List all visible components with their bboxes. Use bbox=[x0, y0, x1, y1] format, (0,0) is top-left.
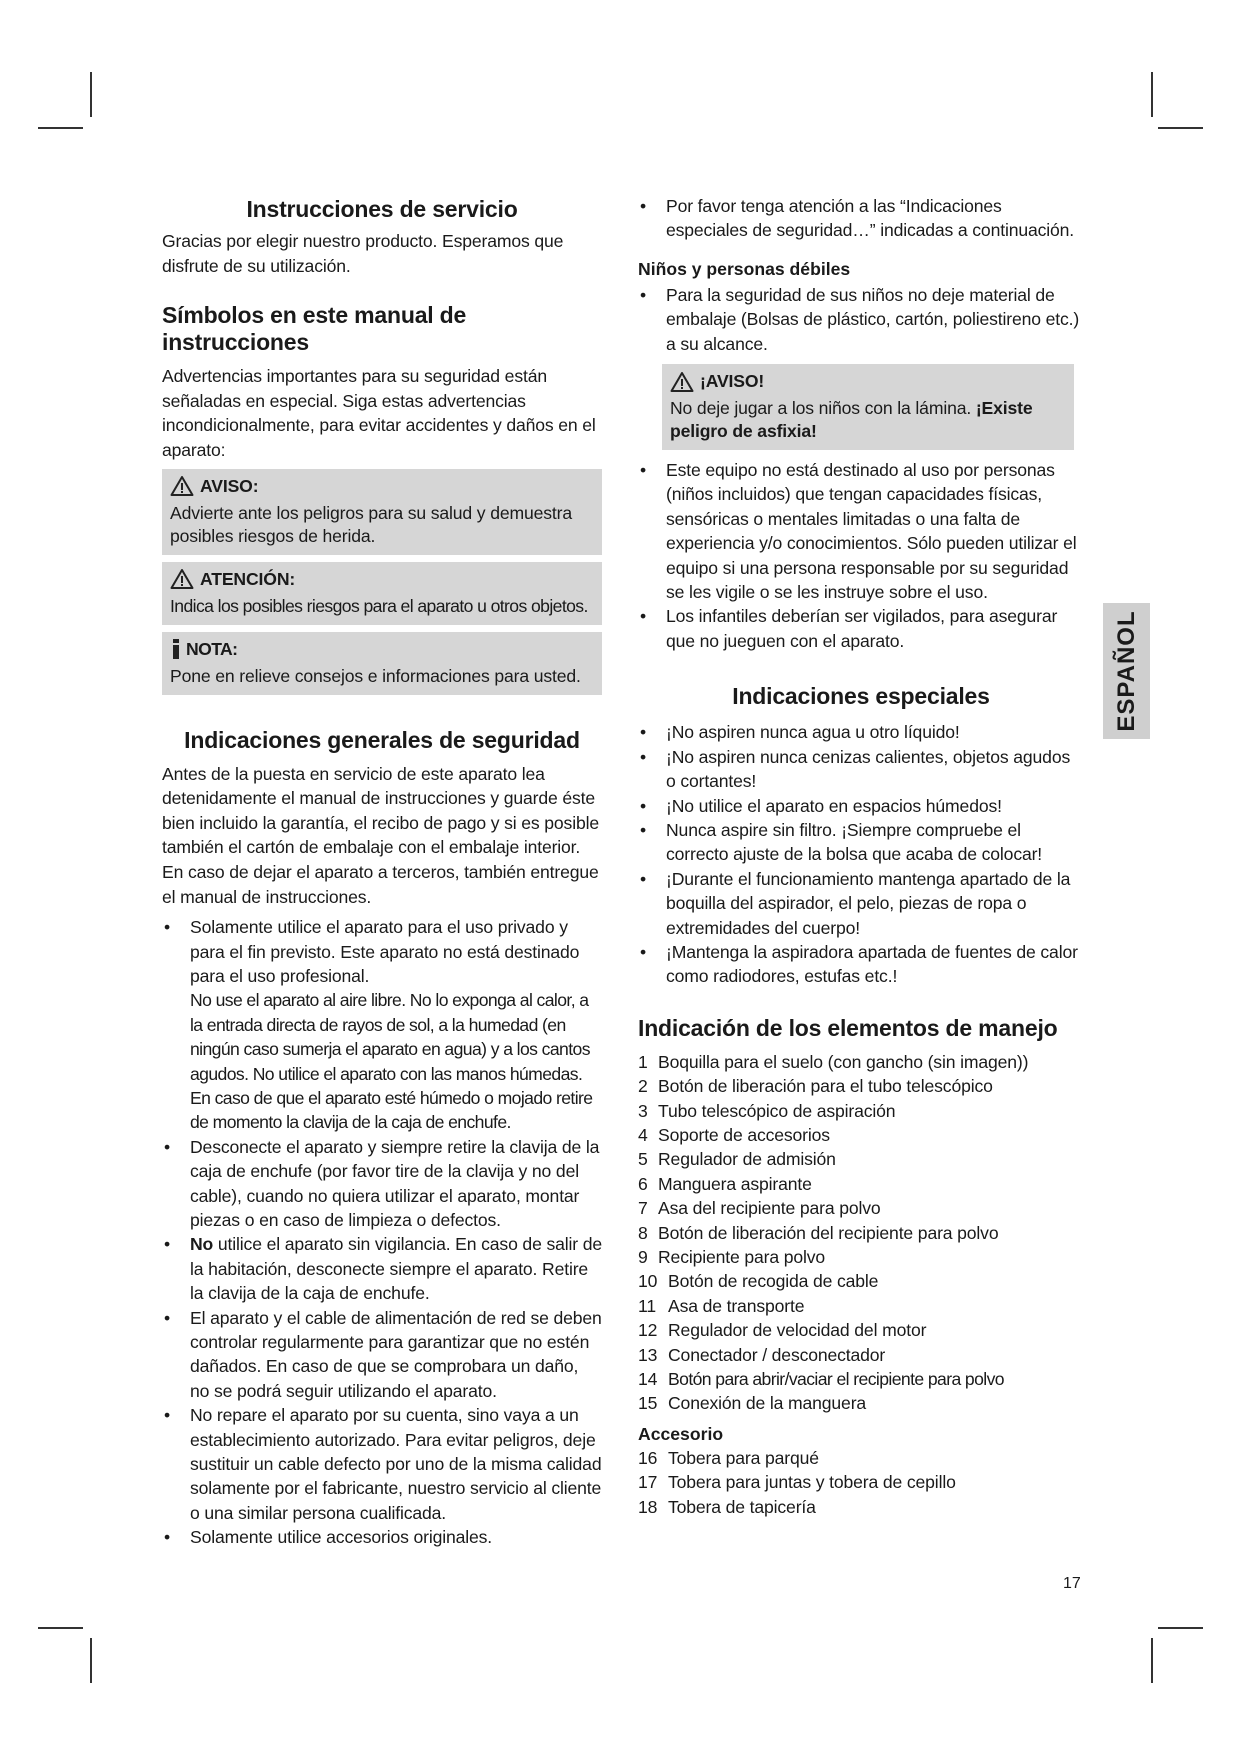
list-item: • No utilice el aparato sin vigilancia. En caso de salir de la habitación, desconecte siempre el aparato. Retire la clavija de la caja de enchufe. bbox=[164, 1234, 602, 1304]
list-item: 3 Tubo telescópico de aspiración bbox=[638, 1100, 896, 1121]
list-item: • Solamente utilice accesorios originales. bbox=[164, 1527, 493, 1548]
nota-box bbox=[162, 632, 602, 695]
list-item-text: ¡No aspiren nunca agua u otro líquido! bbox=[666, 722, 960, 743]
list-item: 4 Soporte de accesorios bbox=[638, 1124, 830, 1145]
list-item: • ¡Durante el funcionamiento mantenga apartado de la boquilla del aspirador, el pelo, piezas de ropa o extremidades del cuerpo! bbox=[640, 868, 1071, 938]
list-item-text: ¡Mantenga la aspiradora apartada de fuentes de calor como radiodores, estufas etc.! bbox=[666, 941, 1078, 987]
crop-mark bbox=[1151, 1638, 1153, 1683]
aviso-box bbox=[162, 469, 602, 555]
warning-triangle-icon bbox=[170, 568, 194, 590]
list-item: 2 Botón de liberación para el tubo telescópico bbox=[638, 1076, 993, 1097]
list-item: • Los infantiles deberían ser vigilados, para asegurar que no jueguen con el aparato. bbox=[640, 606, 1058, 651]
symbols-text: Advertencias importantes para su seguridad están señaladas en especial. Siga estas advertencias incondicionalmente, para evitar accidentes y daños en el aparato: bbox=[162, 366, 596, 460]
list-item: • ¡No utilice el aparato en espacios húmedos! bbox=[640, 795, 1002, 816]
list-item-text: ¡Durante el funcionamiento mantenga apartado de la boquilla del aspirador, el pelo, piezas de ropa o extremidades del cuerpo! bbox=[666, 868, 1071, 938]
aviso2-text: No deje jugar a los niños con la lámina. bbox=[670, 398, 976, 419]
atencion-text: Indica los posibles riesgos para el aparato u otros objetos. bbox=[170, 595, 588, 616]
list-item: 7 Asa del recipiente para polvo bbox=[638, 1198, 881, 1219]
list-item: • Desconecte el aparato y siempre retire la clavija de la caja de enchufe (por favor tire de la clavija y no del cable), cuando no quiera utilizar el aparato, montar piezas o en caso de limpieza o defectos. bbox=[164, 1136, 600, 1230]
list-item: • Por favor tenga atención a las “Indicaciones especiales de seguridad…” indicadas a continuación. bbox=[640, 196, 1075, 241]
list-item: • Nunca aspire sin filtro. ¡Siempre compruebe el correcto ajuste de la bolsa que acaba de colocar! bbox=[640, 819, 1043, 865]
list-item-extra: No use el aparato al aire libre. No lo exponga al calor, a la entrada directa de rayos de sol, a la humedad (en ningún caso sumerja el aparato en agua) y a los cantos agudos. No utilice el aparato con las manos húmedas. En caso de que el aparato esté húmedo o mojado retire de momento la clavija de la caja de enchufe. bbox=[190, 990, 593, 1133]
list-item-text: ¡No aspiren nunca cenizas calientes, objetos agudos o cortantes! bbox=[666, 746, 1071, 792]
list-item: 18 Tobera de tapicería bbox=[638, 1496, 816, 1517]
symbols-title: Símbolos en este manual de instrucciones bbox=[162, 302, 467, 356]
list-item-text: utilice el aparato sin vigilancia. En caso de salir de la habitación, desconecte siempre el aparato. Retire la clavija de la caja de enchufe. bbox=[190, 1234, 602, 1304]
aviso2-body bbox=[670, 397, 1066, 443]
list-item-text: Desconecte el aparato y siempre retire la clavija de la caja de enchufe (por favor tire de la clavija y no del cable), cuando no quiera utilizar el aparato, montar piezas o en caso de limpieza o defectos. bbox=[190, 1136, 600, 1230]
list-item: 17 Tobera para juntas y tobera de cepillo bbox=[638, 1472, 956, 1493]
top-bullet-list bbox=[638, 194, 1084, 243]
general-safety-title: Indicaciones generales de seguridad bbox=[184, 726, 580, 753]
crop-mark bbox=[90, 1638, 92, 1683]
list-item-text: Solamente utilice el aparato para el uso privado y para el fin previsto. Este aparato no está destinado para el uso profesional. bbox=[190, 917, 580, 986]
list-item-text: Para la seguridad de sus niños no deje material de embalaje (Bolsas de plástico, cartón, poliestireno etc.) a su alcance. bbox=[666, 284, 1080, 354]
warning-triangle-icon bbox=[670, 371, 694, 393]
kids-title: Niños y personas débiles bbox=[638, 258, 851, 279]
list-item: • Para la seguridad de sus niños no deje material de embalaje (Bolsas de plástico, cartón, poliestireno etc.) a su alcance. bbox=[640, 284, 1080, 354]
crop-mark bbox=[1158, 127, 1203, 129]
list-item: 15 Conexión de la manguera bbox=[638, 1393, 867, 1414]
controls-title: Indicación de los elementos de manejo bbox=[638, 1014, 1058, 1041]
list-item-text: Solamente utilice accesorios originales. bbox=[190, 1527, 493, 1548]
list-item: 8 Botón de liberación del recipiente para polvo bbox=[638, 1222, 999, 1243]
aviso2-bold: ¡Existe peligro de asfixia! bbox=[670, 398, 1033, 442]
list-item: 13 Conectador / desconectador bbox=[638, 1344, 886, 1365]
crop-mark bbox=[38, 127, 83, 129]
list-item: • No repare el aparato por su cuenta, sino vaya a un establecimiento autorizado. Para evitar peligros, deje sustituir un cable defecto por uno de la misma calidad solamente por el fabricante, nuestro servicio al cliente o una similar persona cualificada. bbox=[164, 1405, 602, 1523]
general-safety-text: Antes de la puesta en servicio de este aparato lea detenidamente el manual de instrucciones y guarde éste bien incluido la garantía, el recibo de pago y si es posible también el cartón de embalaje con el embalaje interior. En caso de dejar el aparato a terceros, también entregue el manual de instrucciones. bbox=[162, 763, 599, 907]
list-item: • ¡No aspiren nunca agua u otro líquido! bbox=[640, 722, 960, 743]
kids-list-1 bbox=[638, 283, 1084, 356]
list-item-text: Este equipo no está destinado al uso por personas (niños incluidos) que tengan capacidades físicas, sensóricas o mentales limitadas o una falta de experiencia y/o conocimientos. Sólo pueden utilizar el equipo si una persona responsable por su seguridad se les vigile o se les instruye sobre el uso. bbox=[666, 460, 1077, 603]
intro-title: Instrucciones de servicio bbox=[246, 196, 518, 222]
accessory-list bbox=[638, 1446, 1084, 1519]
list-item: 11 Asa de transporte bbox=[638, 1295, 805, 1316]
kids-list-2 bbox=[638, 458, 1084, 653]
list-item: • ¡No aspiren nunca cenizas calientes, objetos agudos o cortantes! bbox=[640, 746, 1071, 792]
list-item: • Este equipo no está destinado al uso por personas (niños incluidos) que tengan capacidades físicas, sensóricas o mentales limitadas o una falta de experiencia y/o conocimientos. Sólo pueden utilizar el equipo si una persona responsable por su seguridad se les vigile o se les instruye sobre el uso. bbox=[640, 460, 1077, 603]
list-item: 1 Boquilla para el suelo (con gancho (sin imagen)) bbox=[638, 1051, 1029, 1072]
page-number: 17 bbox=[1063, 1575, 1081, 1592]
warning-triangle-icon bbox=[170, 475, 194, 497]
left-column bbox=[162, 196, 602, 1550]
crop-mark bbox=[38, 1627, 83, 1629]
atencion-label: ATENCIÓN: bbox=[200, 568, 296, 589]
atencion-box bbox=[162, 562, 602, 625]
list-item: 10 Botón de recogida de cable bbox=[638, 1271, 879, 1292]
aviso-text: Advierte ante los peligros para su salud y demuestra posibles riesgos de herida. bbox=[170, 502, 572, 546]
info-icon bbox=[170, 638, 182, 660]
list-item-text: Por favor tenga atención a las “Indicaciones especiales de seguridad…” indicadas a continuación. bbox=[666, 196, 1075, 241]
list-item-text: Nunca aspire sin filtro. ¡Siempre compruebe el correcto ajuste de la bolsa que acaba de colocar! bbox=[666, 819, 1043, 865]
nota-label: NOTA: bbox=[186, 638, 238, 659]
list-item-text: No repare el aparato por su cuenta, sino vaya a un establecimiento autorizado. Para evitar peligros, deje sustituir un cable defecto por uno de la misma calidad solamente por el fabricante, nuestro servicio al cliente o una similar persona cualificada. bbox=[190, 1405, 602, 1523]
crop-mark bbox=[90, 72, 92, 117]
list-item: 16 Tobera para parqué bbox=[638, 1447, 819, 1468]
list-item-text: ¡No utilice el aparato en espacios húmedos! bbox=[666, 795, 1002, 816]
aviso2-label: ¡AVISO! bbox=[700, 371, 765, 392]
intro-text: Gracias por elegir nuestro producto. Esperamos que disfrute de su utilización. bbox=[162, 231, 564, 276]
crop-mark bbox=[1151, 72, 1153, 117]
accessory-title: Accesorio bbox=[638, 1423, 724, 1444]
list-item: 14 Botón para abrir/vaciar el recipiente para polvo bbox=[638, 1369, 1004, 1390]
list-item: • El aparato y el cable de alimentación de red se deben controlar regularmente para garantizar que no estén dañados. En caso de que se comprobara un daño, no se podrá seguir utilizando el aparato. bbox=[164, 1307, 602, 1401]
list-item: 12 Regulador de velocidad del motor bbox=[638, 1320, 927, 1341]
right-column bbox=[638, 196, 1084, 1519]
nota-text: Pone en relieve consejos e informaciones para usted. bbox=[170, 665, 581, 686]
language-tab bbox=[1103, 603, 1150, 739]
list-item-text: Los infantiles deberían ser vigilados, para asegurar que no jueguen con el aparato. bbox=[666, 606, 1058, 651]
crop-mark bbox=[1158, 1627, 1203, 1629]
aviso2-box bbox=[662, 364, 1074, 450]
special-title: Indicaciones especiales bbox=[732, 683, 990, 710]
general-safety-list bbox=[162, 915, 602, 1550]
list-item: 5 Regulador de admisión bbox=[638, 1149, 836, 1170]
list-item-text: El aparato y el cable de alimentación de red se deben controlar regularmente para garantizar que no estén dañados. En caso de que se comprobara un daño, no se podrá seguir utilizando el aparato. bbox=[190, 1307, 602, 1401]
language-tab-label: ESPAÑOL bbox=[1112, 610, 1140, 732]
controls-list bbox=[638, 1050, 1084, 1416]
list-item: • Solamente utilice el aparato para el uso privado y para el fin previsto. Este aparato no está destinado para el uso profesional. No use el aparato al aire libre. No lo exponga al calor, a la entrada directa de rayos de sol, a la humedad (en ningún caso sumerja el aparato en agua) y a los cantos agudos. No utilice el aparato con las manos húmedas. En caso de que el aparato esté húmedo o mojado retire de momento la clavija de la caja de enchufe. bbox=[162, 915, 602, 1135]
list-item: 6 Manguera aspirante bbox=[638, 1173, 812, 1194]
special-list bbox=[638, 720, 1084, 988]
list-item-bold: No bbox=[190, 1234, 214, 1255]
aviso-label: AVISO: bbox=[200, 475, 259, 496]
list-item: • ¡Mantenga la aspiradora apartada de fuentes de calor como radiodores, estufas etc.! bbox=[640, 941, 1078, 987]
list-item: 9 Recipiente para polvo bbox=[638, 1247, 826, 1267]
